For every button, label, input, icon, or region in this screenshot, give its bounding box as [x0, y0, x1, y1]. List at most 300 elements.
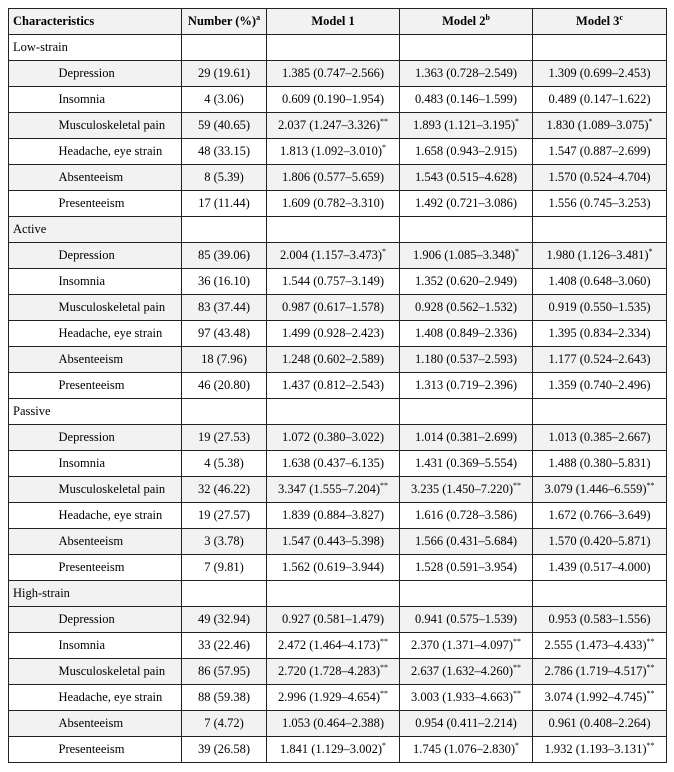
table-row — [9, 243, 667, 269]
header-model1 — [267, 9, 400, 35]
odds-ratio-value: 1.932 (1.193–3.131) — [544, 742, 647, 756]
odds-ratio-value: 1.177 (0.524–2.643) — [548, 352, 651, 366]
header-characteristics — [9, 9, 182, 35]
table-row — [9, 711, 667, 737]
number-cell: 36 (16.10) — [182, 269, 267, 295]
table-row — [9, 425, 667, 451]
significance-marker: ** — [646, 741, 655, 750]
odds-ratio-value: 3.003 (1.933–4.663) — [410, 690, 514, 704]
table-row — [9, 139, 667, 165]
odds-ratio-value: 1.395 (0.834–2.334) — [548, 326, 651, 340]
odds-ratio-value: 1.893 (1.121–3.195) — [412, 118, 516, 132]
table-row — [9, 87, 667, 113]
characteristic-cell: Depression — [55, 61, 182, 87]
model3-cell — [533, 503, 667, 529]
characteristic-cell: Headache, eye strain — [55, 321, 182, 347]
model1-cell — [267, 451, 400, 477]
odds-ratio-value: 1.363 (0.728–2.549) — [414, 66, 518, 80]
odds-ratio-value: 1.980 (1.126–3.481) — [546, 248, 649, 262]
table-row — [9, 269, 667, 295]
number-cell: 83 (37.44) — [182, 295, 267, 321]
characteristic-cell: Insomnia — [55, 633, 182, 659]
number-cell: 8 (5.39) — [182, 165, 267, 191]
indent-cell — [9, 555, 55, 581]
number-cell: 4 (5.38) — [182, 451, 267, 477]
odds-ratio-value: 1.013 (0.385–2.667) — [548, 430, 651, 444]
number-cell: 33 (22.46) — [182, 633, 267, 659]
significance-marker: * — [382, 741, 387, 750]
number-cell: 59 (40.65) — [182, 113, 267, 139]
group-empty-cell — [267, 581, 400, 607]
model1-cell — [267, 529, 400, 555]
indent-cell — [9, 191, 55, 217]
number-cell: 86 (57.95) — [182, 659, 267, 685]
model1-cell — [267, 503, 400, 529]
indent-cell — [9, 243, 55, 269]
model1-cell — [267, 347, 400, 373]
characteristic-cell: Headache, eye strain — [55, 503, 182, 529]
odds-ratio-value: 1.544 (0.757–3.149) — [281, 274, 385, 288]
header-model2-footnote: b — [485, 13, 490, 22]
indent-cell — [9, 607, 55, 633]
table-row — [9, 659, 667, 685]
characteristic-cell: Absenteeism — [55, 347, 182, 373]
odds-ratio-value: 1.408 (0.648–3.060) — [548, 274, 651, 288]
characteristic-cell: Headache, eye strain — [55, 685, 182, 711]
model2-cell — [400, 711, 533, 737]
model2-cell — [400, 685, 533, 711]
number-cell: 29 (19.61) — [182, 61, 267, 87]
odds-ratio-value: 2.637 (1.632–4.260) — [410, 664, 514, 678]
characteristic-cell: Musculoskeletal pain — [55, 295, 182, 321]
model2-cell — [400, 347, 533, 373]
indent-cell — [9, 633, 55, 659]
significance-marker: * — [515, 741, 520, 750]
significance-marker: * — [648, 247, 653, 256]
model3-cell — [533, 633, 667, 659]
characteristic-cell: Depression — [55, 425, 182, 451]
odds-ratio-value: 3.079 (1.446–6.559) — [544, 482, 647, 496]
number-cell: 88 (59.38) — [182, 685, 267, 711]
significance-marker: ** — [646, 481, 655, 490]
odds-ratio-value: 1.492 (0.721–3.086) — [414, 196, 518, 210]
odds-ratio-value: 0.961 (0.408–2.264) — [548, 716, 651, 730]
group-empty-cell — [400, 581, 533, 607]
model3-cell — [533, 607, 667, 633]
model1-cell — [267, 477, 400, 503]
model3-cell — [533, 87, 667, 113]
table-row — [9, 555, 667, 581]
characteristic-cell: Insomnia — [55, 451, 182, 477]
model2-cell — [400, 269, 533, 295]
odds-ratio-value: 1.547 (0.887–2.699) — [548, 144, 651, 158]
odds-ratio-value: 1.408 (0.849–2.336) — [414, 326, 518, 340]
model3-cell — [533, 529, 667, 555]
model3-cell — [533, 711, 667, 737]
characteristic-cell: Musculoskeletal pain — [55, 477, 182, 503]
model3-cell — [533, 295, 667, 321]
odds-ratio-value: 1.543 (0.515–4.628) — [414, 170, 518, 184]
odds-ratio-value: 2.370 (1.371–4.097) — [410, 638, 514, 652]
significance-marker: ** — [513, 689, 522, 698]
table-row — [9, 607, 667, 633]
model2-cell — [400, 659, 533, 685]
odds-ratio-value: 0.941 (0.575–1.539) — [414, 612, 518, 626]
table-row — [9, 61, 667, 87]
header-model3-footnote: c — [619, 13, 623, 22]
model2-cell — [400, 737, 533, 763]
significance-marker: ** — [380, 689, 389, 698]
header-model1-label: Model 1 — [311, 14, 355, 28]
significance-marker: * — [382, 143, 387, 152]
indent-cell — [9, 529, 55, 555]
header-number — [182, 9, 267, 35]
table-row — [9, 503, 667, 529]
group-empty-cell — [267, 35, 400, 61]
characteristic-cell: Presenteeism — [55, 373, 182, 399]
model1-cell — [267, 87, 400, 113]
number-cell: 49 (32.94) — [182, 607, 267, 633]
odds-ratio-value: 1.658 (0.943–2.915) — [414, 144, 518, 158]
number-cell: 3 (3.78) — [182, 529, 267, 555]
characteristic-cell: Headache, eye strain — [55, 139, 182, 165]
table-row — [9, 347, 667, 373]
odds-ratio-value: 0.489 (0.147–1.622) — [548, 92, 651, 106]
table-row — [9, 451, 667, 477]
significance-marker: * — [515, 117, 520, 126]
significance-marker: ** — [380, 481, 389, 490]
odds-ratio-value: 1.813 (1.092–3.010) — [279, 144, 383, 158]
model2-cell — [400, 373, 533, 399]
table-row — [9, 113, 667, 139]
indent-cell — [9, 321, 55, 347]
model1-cell — [267, 425, 400, 451]
group-empty-cell — [182, 35, 267, 61]
odds-ratio-value: 1.806 (0.577–5.659) — [281, 170, 385, 184]
odds-ratio-value: 0.927 (0.581–1.479) — [281, 612, 385, 626]
odds-ratio-value: 1.638 (0.437–6.135) — [281, 456, 385, 470]
characteristic-cell: Depression — [55, 243, 182, 269]
characteristic-cell: Musculoskeletal pain — [55, 113, 182, 139]
odds-ratio-value: 1.556 (0.745–3.253) — [548, 196, 651, 210]
indent-cell — [9, 659, 55, 685]
odds-ratio-value: 1.437 (0.812–2.543) — [281, 378, 385, 392]
odds-ratio-value: 0.928 (0.562–1.532) — [414, 300, 518, 314]
number-cell: 32 (46.22) — [182, 477, 267, 503]
odds-ratio-value: 1.839 (0.884–3.827) — [281, 508, 385, 522]
group-empty-cell — [533, 399, 667, 425]
table-body — [9, 35, 667, 763]
model2-cell — [400, 165, 533, 191]
indent-cell — [9, 711, 55, 737]
odds-ratio-value: 3.235 (1.450–7.220) — [410, 482, 514, 496]
number-cell: 18 (7.96) — [182, 347, 267, 373]
header-number-footnote: a — [256, 13, 261, 22]
odds-ratio-value: 3.074 (1.992–4.745) — [544, 690, 647, 704]
indent-cell — [9, 503, 55, 529]
indent-cell — [9, 139, 55, 165]
odds-ratio-value: 1.528 (0.591–3.954) — [414, 560, 518, 574]
characteristic-cell: Musculoskeletal pain — [55, 659, 182, 685]
model3-cell — [533, 321, 667, 347]
model2-cell — [400, 503, 533, 529]
model1-cell — [267, 191, 400, 217]
odds-ratio-value: 1.385 (0.747–2.566) — [281, 66, 385, 80]
group-empty-cell — [533, 217, 667, 243]
model2-cell — [400, 607, 533, 633]
group-row — [9, 399, 667, 425]
table-row — [9, 321, 667, 347]
model1-cell — [267, 61, 400, 87]
table-row — [9, 477, 667, 503]
number-cell: 7 (4.72) — [182, 711, 267, 737]
characteristic-cell: Insomnia — [55, 87, 182, 113]
indent-cell — [9, 737, 55, 763]
odds-ratio-value: 0.954 (0.411–2.214) — [415, 716, 517, 730]
number-cell: 46 (20.80) — [182, 373, 267, 399]
model2-cell — [400, 113, 533, 139]
indent-cell — [9, 347, 55, 373]
model2-cell — [400, 425, 533, 451]
number-cell: 97 (43.48) — [182, 321, 267, 347]
group-label: Active — [9, 217, 182, 243]
header-characteristics-label: Characteristics — [13, 14, 95, 28]
table-row — [9, 191, 667, 217]
header-number-label: Number (%) — [187, 14, 257, 28]
group-row — [9, 217, 667, 243]
group-label: Low-strain — [9, 35, 182, 61]
odds-ratio-value: 0.483 (0.146–1.599) — [414, 92, 518, 106]
characteristic-cell: Absenteeism — [55, 529, 182, 555]
significance-marker: ** — [380, 663, 389, 672]
number-cell: 17 (11.44) — [182, 191, 267, 217]
model3-cell — [533, 685, 667, 711]
model2-cell — [400, 477, 533, 503]
header-model3-label: Model 3 — [576, 14, 620, 28]
number-cell: 4 (3.06) — [182, 87, 267, 113]
model1-cell — [267, 139, 400, 165]
odds-ratio-value: 1.499 (0.928–2.423) — [281, 326, 385, 340]
odds-ratio-value: 1.566 (0.431–5.684) — [414, 534, 518, 548]
odds-ratio-value: 1.053 (0.464–2.388) — [281, 716, 385, 730]
group-row — [9, 35, 667, 61]
odds-ratio-value: 1.609 (0.782–3.310) — [281, 196, 385, 210]
model1-cell — [267, 295, 400, 321]
model3-cell — [533, 555, 667, 581]
group-empty-cell — [533, 35, 667, 61]
characteristic-cell: Depression — [55, 607, 182, 633]
model3-cell — [533, 477, 667, 503]
table-row — [9, 529, 667, 555]
model1-cell — [267, 269, 400, 295]
significance-marker: ** — [646, 689, 655, 698]
group-label: High-strain — [9, 581, 182, 607]
model2-cell — [400, 87, 533, 113]
odds-ratio-value: 1.570 (0.420–5.871) — [548, 534, 651, 548]
characteristic-cell: Presenteeism — [55, 555, 182, 581]
model3-cell — [533, 451, 667, 477]
group-empty-cell — [182, 217, 267, 243]
indent-cell — [9, 295, 55, 321]
odds-ratio-value: 2.720 (1.728–4.283) — [277, 664, 381, 678]
indent-cell — [9, 113, 55, 139]
odds-ratio-value: 1.072 (0.380–3.022) — [281, 430, 385, 444]
odds-ratio-value: 1.439 (0.517–4.000) — [548, 560, 651, 574]
table-row — [9, 373, 667, 399]
number-cell: 48 (33.15) — [182, 139, 267, 165]
odds-ratio-value: 1.488 (0.380–5.831) — [548, 456, 651, 470]
group-row — [9, 581, 667, 607]
odds-ratio-value: 1.248 (0.602–2.589) — [281, 352, 385, 366]
odds-ratio-value: 0.987 (0.617–1.578) — [281, 300, 385, 314]
indent-cell — [9, 87, 55, 113]
indent-cell — [9, 373, 55, 399]
model3-cell — [533, 269, 667, 295]
header-model3 — [533, 9, 667, 35]
table-row — [9, 633, 667, 659]
odds-ratio-value: 2.004 (1.157–3.473) — [279, 248, 383, 262]
odds-ratio-value: 0.609 (0.190–1.954) — [281, 92, 385, 106]
number-cell: 85 (39.06) — [182, 243, 267, 269]
characteristic-cell: Presenteeism — [55, 191, 182, 217]
results-table — [8, 8, 667, 763]
odds-ratio-value: 1.309 (0.699–2.453) — [548, 66, 651, 80]
odds-ratio-value: 1.547 (0.443–5.398) — [281, 534, 385, 548]
group-empty-cell — [182, 581, 267, 607]
model3-cell — [533, 61, 667, 87]
model1-cell — [267, 659, 400, 685]
model1-cell — [267, 737, 400, 763]
model2-cell — [400, 243, 533, 269]
model2-cell — [400, 191, 533, 217]
group-empty-cell — [400, 217, 533, 243]
model2-cell — [400, 451, 533, 477]
odds-ratio-value: 1.359 (0.740–2.496) — [548, 378, 651, 392]
indent-cell — [9, 477, 55, 503]
number-cell: 7 (9.81) — [182, 555, 267, 581]
model3-cell — [533, 113, 667, 139]
model1-cell — [267, 685, 400, 711]
table-row — [9, 685, 667, 711]
group-empty-cell — [400, 399, 533, 425]
odds-ratio-value: 1.562 (0.619–3.944) — [281, 560, 385, 574]
model3-cell — [533, 373, 667, 399]
group-empty-cell — [267, 399, 400, 425]
header-model2-label: Model 2 — [442, 14, 486, 28]
odds-ratio-value: 1.431 (0.369–5.554) — [414, 456, 518, 470]
indent-cell — [9, 165, 55, 191]
model3-cell — [533, 659, 667, 685]
odds-ratio-value: 1.616 (0.728–3.586) — [414, 508, 518, 522]
odds-ratio-value: 1.313 (0.719–2.396) — [414, 378, 518, 392]
header-model2 — [400, 9, 533, 35]
group-empty-cell — [533, 581, 667, 607]
model3-cell — [533, 347, 667, 373]
model2-cell — [400, 139, 533, 165]
odds-ratio-value: 2.786 (1.719–4.517) — [544, 664, 647, 678]
characteristic-cell: Presenteeism — [55, 737, 182, 763]
model3-cell — [533, 165, 667, 191]
model2-cell — [400, 555, 533, 581]
characteristic-cell: Absenteeism — [55, 165, 182, 191]
significance-marker: ** — [646, 663, 655, 672]
number-cell: 19 (27.57) — [182, 503, 267, 529]
model1-cell — [267, 243, 400, 269]
group-empty-cell — [182, 399, 267, 425]
model2-cell — [400, 295, 533, 321]
model1-cell — [267, 711, 400, 737]
odds-ratio-value: 1.672 (0.766–3.649) — [548, 508, 651, 522]
group-empty-cell — [267, 217, 400, 243]
group-empty-cell — [400, 35, 533, 61]
significance-marker: ** — [380, 637, 389, 646]
model3-cell — [533, 191, 667, 217]
odds-ratio-value: 3.347 (1.555–7.204) — [277, 482, 381, 496]
number-cell: 19 (27.53) — [182, 425, 267, 451]
significance-marker: ** — [646, 637, 655, 646]
odds-ratio-value: 1.352 (0.620–2.949) — [414, 274, 518, 288]
model1-cell — [267, 321, 400, 347]
odds-ratio-value: 2.996 (1.929–4.654) — [277, 690, 381, 704]
indent-cell — [9, 451, 55, 477]
table-row — [9, 295, 667, 321]
model3-cell — [533, 737, 667, 763]
model2-cell — [400, 633, 533, 659]
header-row — [9, 9, 667, 35]
model3-cell — [533, 243, 667, 269]
model3-cell — [533, 139, 667, 165]
model1-cell — [267, 607, 400, 633]
group-label: Passive — [9, 399, 182, 425]
significance-marker: * — [648, 117, 653, 126]
odds-ratio-value: 2.472 (1.464–4.173) — [277, 638, 381, 652]
characteristic-cell: Absenteeism — [55, 711, 182, 737]
model2-cell — [400, 321, 533, 347]
odds-ratio-value: 1.841 (1.129–3.002) — [279, 742, 383, 756]
odds-ratio-value: 0.919 (0.550–1.535) — [548, 300, 651, 314]
number-cell: 39 (26.58) — [182, 737, 267, 763]
indent-cell — [9, 425, 55, 451]
odds-ratio-value: 0.953 (0.583–1.556) — [548, 612, 651, 626]
table-row — [9, 737, 667, 763]
model1-cell — [267, 555, 400, 581]
indent-cell — [9, 269, 55, 295]
odds-ratio-value: 1.906 (1.085–3.348) — [412, 248, 516, 262]
model1-cell — [267, 373, 400, 399]
odds-ratio-value: 2.037 (1.247–3.326) — [277, 118, 381, 132]
significance-marker: * — [515, 247, 520, 256]
model2-cell — [400, 529, 533, 555]
table-row — [9, 165, 667, 191]
odds-ratio-value: 2.555 (1.473–4.433) — [544, 638, 647, 652]
odds-ratio-value: 1.570 (0.524–4.704) — [548, 170, 651, 184]
odds-ratio-value: 1.014 (0.381–2.699) — [414, 430, 518, 444]
model2-cell — [400, 61, 533, 87]
significance-marker: ** — [380, 117, 389, 126]
odds-ratio-value: 1.180 (0.537–2.593) — [414, 352, 518, 366]
model3-cell — [533, 425, 667, 451]
model1-cell — [267, 113, 400, 139]
significance-marker: ** — [513, 663, 522, 672]
odds-ratio-value: 1.745 (1.076–2.830) — [412, 742, 516, 756]
odds-ratio-value: 1.830 (1.089–3.075) — [546, 118, 649, 132]
model1-cell — [267, 633, 400, 659]
indent-cell — [9, 61, 55, 87]
model1-cell — [267, 165, 400, 191]
indent-cell — [9, 685, 55, 711]
significance-marker: ** — [513, 481, 522, 490]
characteristic-cell: Insomnia — [55, 269, 182, 295]
